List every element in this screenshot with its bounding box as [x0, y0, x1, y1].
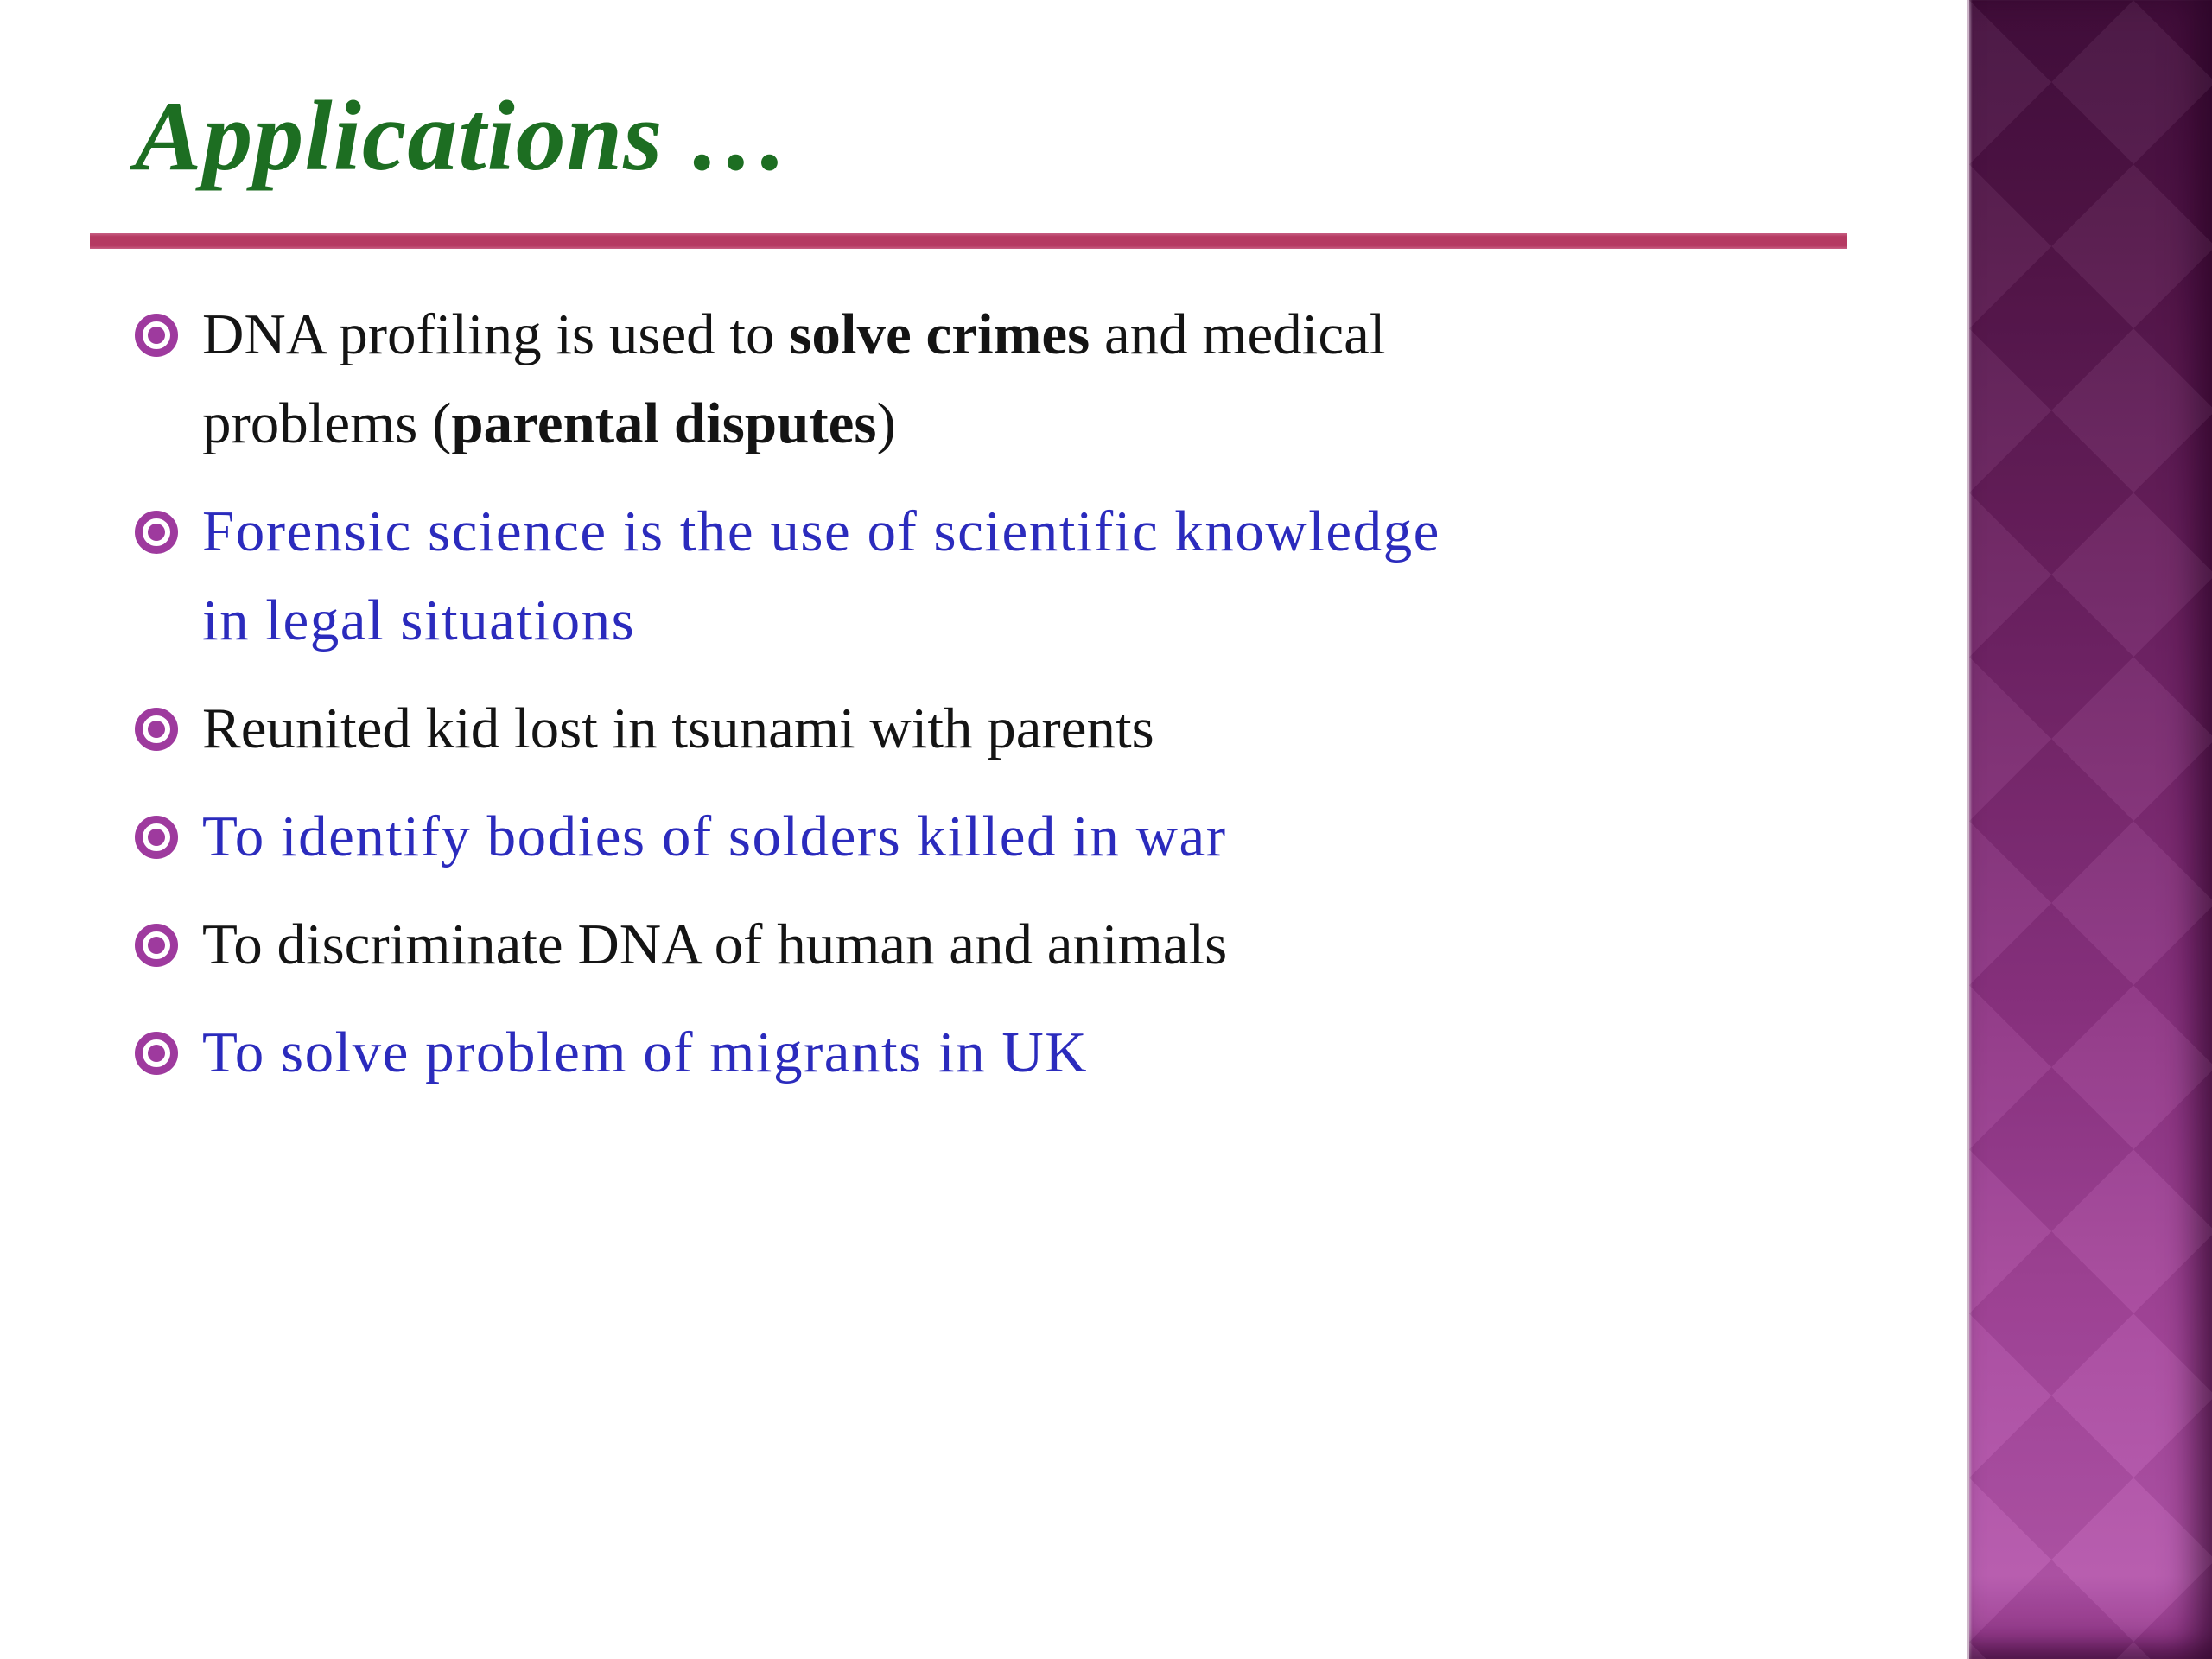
bullet-text: Forensic science is the use of scientific knowledge in legal situations — [202, 499, 1440, 652]
bullet-list — [135, 290, 1859, 1116]
bullet-text: DNA profiling is used to solve crimes and medical problems (parental disputes) — [202, 302, 1386, 455]
list-item — [135, 792, 1859, 881]
gradient-side-panel — [1967, 0, 2212, 1659]
target-circle-bullet-icon — [135, 816, 178, 859]
list-item — [135, 684, 1859, 773]
list-item — [135, 900, 1859, 989]
bullet-text: To identify bodies of solders killed in war — [202, 804, 1227, 868]
target-circle-bullet-icon — [135, 1032, 178, 1075]
target-circle-bullet-icon — [135, 708, 178, 751]
list-item — [135, 487, 1859, 665]
target-circle-bullet-icon — [135, 511, 178, 554]
target-circle-bullet-icon — [135, 314, 178, 357]
bullet-text: Reunited kid lost in tsunami with parents — [202, 696, 1154, 760]
list-item — [135, 290, 1859, 468]
bullet-text: To discriminate DNA of human and animals — [202, 912, 1228, 976]
slide-title: Applications … — [135, 81, 791, 192]
target-circle-bullet-icon — [135, 924, 178, 967]
bullet-text: To solve problem of migrants in UK — [202, 1020, 1089, 1084]
list-item — [135, 1008, 1859, 1097]
title-divider-line — [90, 233, 1847, 249]
